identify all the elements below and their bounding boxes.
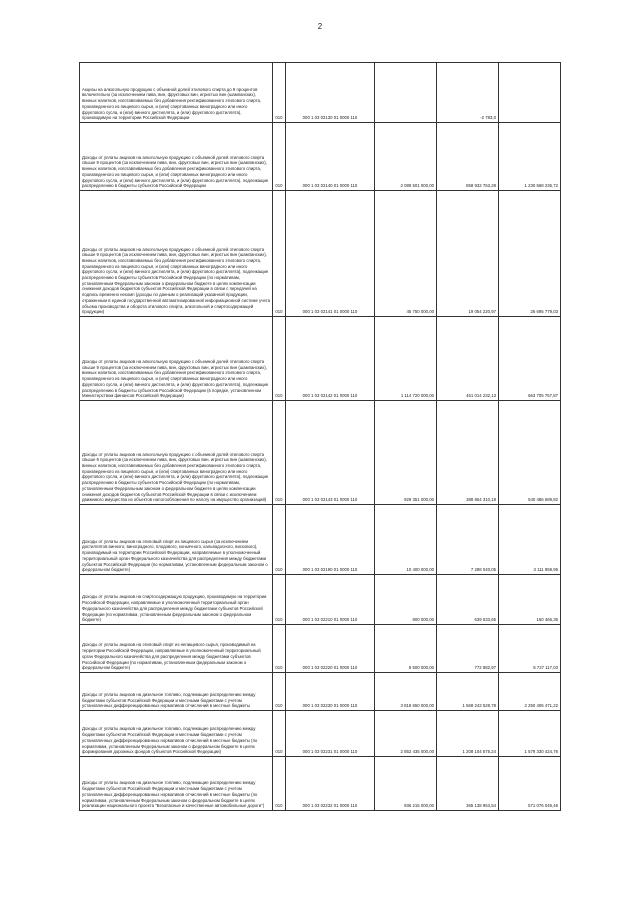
table-row xyxy=(80,575,561,625)
row-description: Акцизы на алкогольную продукцию с объемной долей этилового спирта до 9 процентов включительно (за исключением пива, вин, фруктовых вин, игристых вин (шампанских), винных напитков, изготавливаемых без добавления ректификованного этилового спирта, произведенного из пищевого сырья, и (или) спиртованных виноградного или иного фруктового сусла, и (или) винного дистиллята, и (или) фруктового дистиллята), производимую на территории Российской Федерации xyxy=(80,63,273,123)
row-approved: 2 852 435 000,00 xyxy=(375,711,437,757)
row-remaining: 663 705 767,87 xyxy=(499,317,561,401)
table-row xyxy=(80,673,561,711)
row-executed: 639 533,65 xyxy=(437,575,499,625)
row-executed: 365 138 953,54 xyxy=(437,757,499,811)
row-description: Доходы от уплаты акцизов на алкогольную продукцию с объемной долей этилового спирта свыше 9 процентов (за исключением пива, вин, фруктовых вин, игристых вин (шампанских), винных напитков, изготавливаемых без добавления ректификованного этилового спирта, произведенного из пищевого сырья, и (или) спиртованных виноградного или иного фруктового сусла, и (или) винного дистиллята, и (или) фруктового дистиллята), подлежащие распределению в бюджеты субъектов Российской Федерации xyxy=(80,123,273,191)
row-remaining: 2 250 406 471,22 xyxy=(499,673,561,711)
table-row xyxy=(80,401,561,505)
row-remaining: 571 076 046,46 xyxy=(499,757,561,811)
row-description: Доходы от уплаты акцизов на спиртосодержащую продукцию, производимую на территории Российской Федерации, направляемые в уполномоченный территориальный орган Федерального казначейства для распределения между бюджетами субъектов Российской Федерации (по нормативам, установленным федеральным законом о федеральном бюджете) xyxy=(80,575,273,625)
row-kbk-code: 000 1 03 02210 01 0000 110 xyxy=(286,575,375,625)
row-executed: 1 568 243 528,78 xyxy=(437,673,499,711)
row-remaining: 1 579 330 424,76 xyxy=(499,711,561,757)
row-approved: 45 750 000,00 xyxy=(375,191,437,317)
revenue-table xyxy=(79,62,561,811)
row-kbk-code: 000 1 03 02143 01 0000 110 xyxy=(286,401,375,505)
row-remaining: 540 486 689,82 xyxy=(499,401,561,505)
table-row xyxy=(80,505,561,575)
row-remaining: 26 695 779,03 xyxy=(499,191,561,317)
row-line-code: 010 xyxy=(273,711,286,757)
row-line-code: 010 xyxy=(273,505,286,575)
row-line-code: 010 xyxy=(273,673,286,711)
row-line-code: 010 xyxy=(273,401,286,505)
row-kbk-code: 000 1 03 02190 01 0000 110 xyxy=(286,505,375,575)
row-description: Доходы от уплаты акцизов на дизельное топливо, подлежащие распределению между бюджетами субъектов Российской Федерации и местными бюджетами с учетом установленных дифференцированных нормативов отчислений в местные бюджеты (по нормативам, установленным Федеральным законом о федеральном бюджете в целях реализации национального проекта "Безопасные и качественные автомобильные дороги") xyxy=(80,757,273,811)
row-description: Доходы от уплаты акцизов на алкогольную продукцию с объемной долей этилового спирта свыше 9 процентов (за исключением пива, вин, фруктовых вин, игристых вин (шампанских), винных напитков, изготавливаемых без добавления ректификованного этилового спирта, произведенного из пищевого сырья, и (или) спиртованных виноградного или иного фруктового сусла, и (или) винного дистиллята, и (или) фруктового дистиллята), подлежащие распределению в бюджеты субъектов Российской Федерации (по нормативам, установленным Федеральным законом о федеральном бюджете в целях компенсации снижения доходов бюджетов субъектов Российской Федерации в связи с передачей на подпись временно некомп (доходы по данным о реализаций указанной продукции, отраженным в единой государственной автоматизированной информационной системе учета объема производства и оборота этилового спирта, алкогольной и спиртосодержащей продукции) xyxy=(80,191,273,317)
row-kbk-code: 000 1 03 02141 01 0000 110 xyxy=(286,191,375,317)
row-approved xyxy=(375,63,437,123)
row-remaining: 160 466,35 xyxy=(499,575,561,625)
row-executed: 772 882,97 xyxy=(437,625,499,673)
row-line-code: 010 xyxy=(273,317,286,401)
row-executed: 388 864 310,18 xyxy=(437,401,499,505)
table-row xyxy=(80,123,561,191)
row-description: Доходы от уплаты акцизов на алкогольную продукцию с объемной долей этилового спирта свыше 9 процентов (за исключением пива, вин, фруктовых вин, игристых вин (шампанских), винных напитков, изготавливаемых без добавления ректификованного этилового спирта, произведенного из пищевого сырья, и (или) спиртованных виноградного или иного фруктового сусла, и (или) винного дистиллята, и (или) фруктового дистиллята), подлежащие распределению в бюджеты субъектов Российской Федерации (по нормативам, установленным Федеральным законом о федеральном бюджете в целях компенсации снижения доходов бюджетов субъектов Российской Федерации в связи с исключением движимого имущества из объектов налогообложения по налогу на имущество организаций) xyxy=(80,401,273,505)
table-row xyxy=(80,625,561,673)
table-row xyxy=(80,63,561,123)
row-executed: 7 288 040,05 xyxy=(437,505,499,575)
table-body xyxy=(80,63,561,811)
row-description: Доходы от уплаты акцизов на дизельное топливо, подлежащие распределению между бюджетами субъектов Российской Федерации и местными бюджетами с учетом установленных дифференцированных нормативов отчислений в местные бюджеты (по нормативам, установленным Федеральным законом о федеральном бюджете в целях формирования дорожных фондов субъектов Российской Федерации) xyxy=(80,711,273,757)
row-description: Доходы от уплаты акцизов на этиловый спирт из непищевого сырья, производимый на территории Российской Федерации, направляемые в уполномоченный территориальный орган Федерального казначейства для распределения между бюджетами субъектов Российской Федерации (по нормативам, установленным федеральным законом о федеральном бюджете) xyxy=(80,625,273,673)
row-executed: -2 783,0 xyxy=(437,63,499,123)
row-approved: 1 114 720 000,00 xyxy=(375,317,437,401)
table-row xyxy=(80,191,561,317)
row-executed: 451 014 232,13 xyxy=(437,317,499,401)
row-line-code: 010 xyxy=(273,123,286,191)
table-row xyxy=(80,757,561,811)
row-line-code: 010 xyxy=(273,625,286,673)
row-kbk-code: 000 1 03 02230 01 0000 110 xyxy=(286,673,375,711)
row-kbk-code: 000 1 03 02140 01 0000 110 xyxy=(286,123,375,191)
row-remaining: 3 111 959,95 xyxy=(499,505,561,575)
row-approved: 936 215 000,00 xyxy=(375,757,437,811)
row-approved: 9 500 000,00 xyxy=(375,625,437,673)
row-description: Доходы от уплаты акцизов на дизельное топливо, подлежащие распределению между бюджетами субъектов Российской Федерации и местными бюджетами с учетом установленных дифференцированных нормативов отчислений в местные бюджеты xyxy=(80,673,273,711)
row-executed: 858 932 763,28 xyxy=(437,123,499,191)
row-executed: 19 054 220,97 xyxy=(437,191,499,317)
row-kbk-code: 000 1 03 02130 01 0000 110 xyxy=(286,63,375,123)
row-approved: 10 400 000,00 xyxy=(375,505,437,575)
row-description: Доходы от уплаты акцизов на алкогольную продукцию с объемной долей этилового спирта свыше 9 процентов (за исключением пива, вин, фруктовых вин, игристых вин (шампанских), винных напитков, изготавливаемых без добавления ректификованного этилового спирта, произведенного из пищевого сырья, и (или) спиртованных виноградного или иного фруктового сусла, и (или) винного дистиллята, и (или) фруктового дистиллята), подлежащие распределению в бюджеты субъектов Российской Федерации (в порядке, установленном Министерством финансов Российской Федерации) xyxy=(80,317,273,401)
table-row xyxy=(80,317,561,401)
row-remaining xyxy=(499,63,561,123)
row-remaining: 8 727 117,03 xyxy=(499,625,561,673)
row-kbk-code: 000 1 03 02232 01 0000 110 xyxy=(286,757,375,811)
row-kbk-code: 000 1 03 02142 01 0000 110 xyxy=(286,317,375,401)
row-line-code: 010 xyxy=(273,575,286,625)
row-approved: 800 000,00 xyxy=(375,575,437,625)
row-approved: 929 351 000,00 xyxy=(375,401,437,505)
row-approved: 3 818 650 000,00 xyxy=(375,673,437,711)
page-number: 2 xyxy=(317,22,323,31)
row-kbk-code: 000 1 03 02220 01 0000 110 xyxy=(286,625,375,673)
row-remaining: 1 230 568 236,72 xyxy=(499,123,561,191)
table-row xyxy=(80,711,561,757)
row-line-code: 010 xyxy=(273,191,286,317)
row-description: Доходы от уплаты акцизов на этиловый спирт из пищевого сырья (за исключением дистиллятов винного, виноградного, плодового, коньячного, кальвадосного, вискового), производимый на территории Российской Федерации, направляемые в уполномоченный территориальный орган Федерального казначейства для распределения между бюджетами субъектов Российской Федерации (по нормативам, установленным федеральным законом о федеральном бюджете) xyxy=(80,505,273,575)
row-kbk-code: 000 1 03 02231 01 0000 110 xyxy=(286,711,375,757)
row-approved: 2 089 501 000,00 xyxy=(375,123,437,191)
row-line-code: 010 xyxy=(273,757,286,811)
row-line-code: 010 xyxy=(273,63,286,123)
row-executed: 1 208 104 575,24 xyxy=(437,711,499,757)
